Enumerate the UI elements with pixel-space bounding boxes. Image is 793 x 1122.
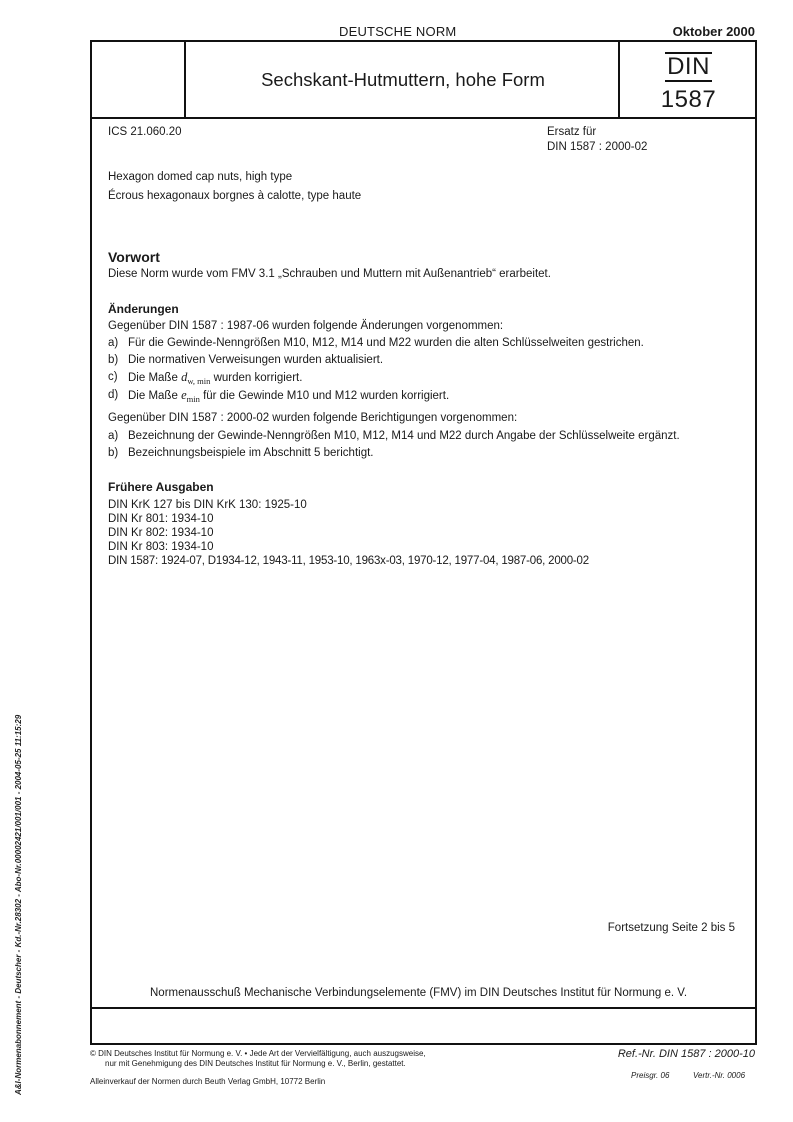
continuation-note: Fortsetzung Seite 2 bis 5 xyxy=(607,922,735,934)
edition-line: DIN Kr 801: 1934-10 xyxy=(108,513,214,525)
edition-line: DIN Kr 803: 1934-10 xyxy=(108,541,214,553)
ersatz-label: Ersatz für xyxy=(547,126,597,138)
list-item-text: Bezeichnung der Gewinde-Nenngrößen M10, M12, M14 und M22 durch Angabe der Schlüsselweite ergänzt. xyxy=(128,430,680,442)
vorwort-text: Diese Norm wurde vom FMV 3.1 „Schrauben und Muttern mit Außenantrieb“ erarbeitet. xyxy=(108,268,551,280)
price-group: Preisgr. 06 xyxy=(631,1071,670,1080)
aenderungen-heading: Änderungen xyxy=(108,302,179,316)
meta-ics: ICS 21.060.20 xyxy=(108,126,182,138)
document-title: Sechskant-Hutmuttern, hohe Form xyxy=(188,42,620,117)
math-subscript: min xyxy=(186,394,200,404)
ersatz-value: DIN 1587 : 2000-02 xyxy=(547,141,648,153)
edition-line: DIN KrK 127 bis DIN KrK 130: 1925-10 xyxy=(108,499,307,511)
list-item: a) xyxy=(108,337,119,349)
list-item: b) xyxy=(108,447,119,459)
math-symbol: d xyxy=(181,370,188,384)
fruehere-heading: Frühere Ausgaben xyxy=(108,480,214,494)
aenderungen-intro-2: Gegenüber DIN 1587 : 2000-02 wurden folgende Berichtigungen vorgenommen: xyxy=(108,412,518,424)
list-item-text: Die normativen Verweisungen wurden aktualisiert. xyxy=(128,354,384,366)
list-item-text: Bezeichnungsbeispiele im Abschnitt 5 berichtigt. xyxy=(128,447,374,459)
footer-divider xyxy=(92,1007,755,1009)
subscription-stamp: A&I-Normenabonnement - Deutscher - Kd.-Nr.28302 - Abo-Nr.00002421/001/001 - 2004-05-25 11:15:29 xyxy=(14,714,23,1095)
list-item-text: Die Maße $d_{w, min}$ wurden korrigiert. xyxy=(128,370,303,386)
math-symbol: e xyxy=(181,388,187,402)
edition-line: DIN Kr 802: 1934-10 xyxy=(108,527,214,539)
publication-date: Oktober 2000 xyxy=(672,24,755,39)
title-english: Hexagon domed cap nuts, high type xyxy=(108,171,293,183)
list-item: c) xyxy=(108,371,118,383)
din-number: 1587 xyxy=(660,86,717,113)
title-header xyxy=(92,42,755,119)
sales-number: Vertr.-Nr. 0006 xyxy=(693,1071,746,1080)
list-item: d) xyxy=(108,389,119,401)
aenderungen-intro-1: Gegenüber DIN 1587 : 1987-06 wurden folgende Änderungen vorgenommen: xyxy=(108,320,504,332)
list-item: b) xyxy=(108,354,119,366)
header-left-cell xyxy=(92,42,186,117)
list-item-text: Die Maße $e_{min}$ für die Gewinde M10 und M12 wurden korrigiert. xyxy=(128,388,450,404)
math-subscript: w, min xyxy=(187,376,211,386)
list-item-text: Für die Gewinde-Nenngrößen M10, M12, M14 und M22 wurden die alten Schlüsselweiten gestrichen. xyxy=(128,337,644,349)
din-block xyxy=(622,42,755,117)
din-logo: DIN xyxy=(667,53,710,80)
committee-line: Normenausschuß Mechanische Verbindungselemente (FMV) im DIN Deutsches Institut für Normung e. V. xyxy=(150,987,688,999)
copyright-notice: © DIN Deutsches Institut für Normung e. V. • Jede Art der Vervielfältigung, auch auszugsweise, nur mit Genehmigung des DIN Deutsches Institut für Normung e. V., Berlin, gestattet. xyxy=(90,1049,426,1068)
list-item: a) xyxy=(108,430,119,442)
title-french: Écrous hexagonaux borgnes à calotte, type haute xyxy=(108,190,362,202)
reference-number: Ref.-Nr. DIN 1587 : 2000-10 xyxy=(617,1048,755,1060)
distributor-note: Alleinverkauf der Normen durch Beuth Verlag GmbH, 10772 Berlin xyxy=(90,1077,326,1086)
vorwort-heading: Vorwort xyxy=(108,249,160,265)
standard-type-label: DEUTSCHE NORM xyxy=(339,24,457,39)
edition-line: DIN 1587: 1924-07, D1934-12, 1943-11, 1953-10, 1963x-03, 1970-12, 1977-04, 1987-06, 2000-02 xyxy=(108,555,589,567)
